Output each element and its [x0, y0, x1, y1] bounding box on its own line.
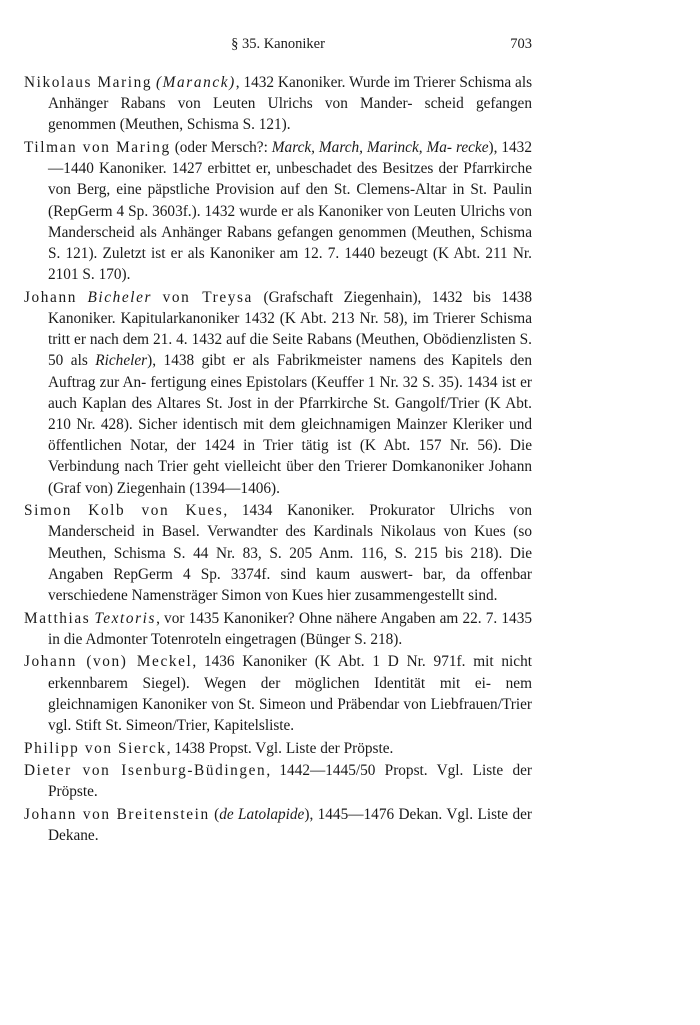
entry-name-part: Simon Kolb von Kues — [24, 502, 224, 520]
entry-name-part: Matthias — [24, 609, 91, 627]
running-header — [24, 36, 532, 56]
entry-name-part: (Maranck) — [155, 74, 236, 91]
entry-name-part: Richeler — [95, 352, 148, 370]
entry-name-part: Dieter von Isenburg-Büdingen — [24, 762, 267, 780]
entry-text: (Grafschaft Ziegenhain), 1432 bis 1438 Kanoniker. Kapitularkanoniker 1432 (K Abt. 213 Nr. 58), im Trierer Schisma tritt er nach dem 21. 4. 1432 auf die Seite Rabans (Meuthen, Obödienzlisten S. 50 als — [48, 288, 533, 370]
canon-entry — [24, 287, 532, 499]
canon-list — [24, 72, 532, 848]
entry-text: ), 1445—1476 Dekan. Vgl. Liste der Dekane. — [48, 806, 532, 845]
canon-entry — [24, 72, 532, 136]
entry-text: , 1436 Kanoniker (K Abt. 1 D Nr. 971f. mit nicht erkennbarem Siegel). Wegen der möglichen Identität mit ei- nem gleichnamigen Kanoniker von St. Simeon und Präbendar von Liebfrauen/Trier vgl. Stift St. Simeon/Trier, Kapitelsliste. — [48, 653, 532, 735]
canon-entry — [24, 760, 532, 802]
entry-text: ), 1432—1440 Kanoniker. 1427 erbittet er, unbeschadet des Besitzes der Pfarrkirche von Berg, eine päpstliche Provision auf den St. Clemens-Altar in St. Paulin (RepGerm 4 Sp. 3603f.). 1432 wurde er als Kanoniker von Leuten Ulrichs von Manderscheid als Anhänger Rabans gefangen genommen (Meuthen, Schisma S. 121). Zuletzt ist er als Kanoniker am 12. 7. 1440 bezeugt (K Abt. 211 Nr. 2101 S. 170). — [48, 139, 532, 284]
canon-entry — [24, 500, 532, 606]
section-title: § 35. Kanoniker — [231, 36, 325, 52]
entry-name-part: von Treysa — [162, 288, 253, 306]
entry-name-part: Johann — [24, 288, 77, 306]
entry-name-part: Textoris — [94, 609, 157, 627]
entry-name-part: Johann von Breitenstein — [24, 806, 210, 824]
entry-text: , 1432 Kanoniker. Wurde im Trierer Schisma als Anhänger Rabans von Leuten Ulrichs von Mander- scheid gefangen genommen (Meuthen, Schisma S. 121). — [48, 74, 533, 134]
entry-name-part: Nikolaus Maring — [24, 74, 153, 91]
entry-name-part: Marck, March, Marinck, Ma- recke — [271, 139, 489, 156]
entry-text — [152, 289, 163, 306]
canon-entry — [24, 137, 532, 285]
canon-entry — [24, 608, 532, 650]
entry-text: , vor 1435 Kanoniker? Ohne nähere Angaben am 22. 7. 1435 in die Admonter Totenroteln eingetragen (Bünger S. 218). — [48, 609, 532, 648]
entry-name-part: Philipp von Sierck — [24, 739, 167, 757]
entry-name-part: Johann (von) Meckel — [24, 653, 193, 671]
entry-text — [77, 289, 88, 306]
entry-name-part: Bicheler — [87, 288, 153, 306]
entry-text: (oder Mersch?: — [170, 139, 272, 156]
canon-entry — [24, 651, 532, 736]
page-number: 703 — [510, 36, 532, 52]
entry-name-part: de Latolapide — [219, 806, 305, 824]
entry-name-part: Tilman von Maring — [24, 139, 171, 156]
entry-text: , 1434 Kanoniker. Prokurator Ulrichs von Manderscheid in Basel. Verwandter des Kardinals Nikolaus von Kues (so Meuthen, Schisma S. 44 Nr. 83, S. 205 Anm. 116, S. 215 bis 218). Die Angaben RepGerm 4 Sp. 3374f. sind kaum auswert- bar, da offenbar verschiedene Namensträger Simon von Kues hier zusammengestellt sind. — [48, 502, 532, 605]
canon-entry — [24, 738, 532, 759]
canon-entry — [24, 804, 532, 846]
entry-text: , 1442—1445/50 Propst. Vgl. Liste der Pröpste. — [48, 762, 532, 801]
entry-text: , 1438 Propst. Vgl. Liste der Pröpste. — [166, 739, 394, 757]
entry-text: ), 1438 gibt er als Fabrikmeister namens des Kapitels den Auftrag zur An- fertigung eines Epistolars (Keuffer 1 Nr. 32 S. 35). 1434 ist er auch Kaplan des Altares St. Jost in der Pfarrkirche St. Gangolf/Trier (K Abt. 210 Nr. 428). Sicher identisch mit dem gleichnamigen Mainzer Kleriker und öffentlichen Notar, der 1424 in Trier tätig ist (K Abt. 157 Nr. 56). Die Verbindung nach Trier geht vielleicht über den Trierer Domkanoniker Johann (Graf von) Ziegenhain (1394—1406). — [48, 352, 532, 497]
entry-text: ( — [209, 806, 220, 824]
